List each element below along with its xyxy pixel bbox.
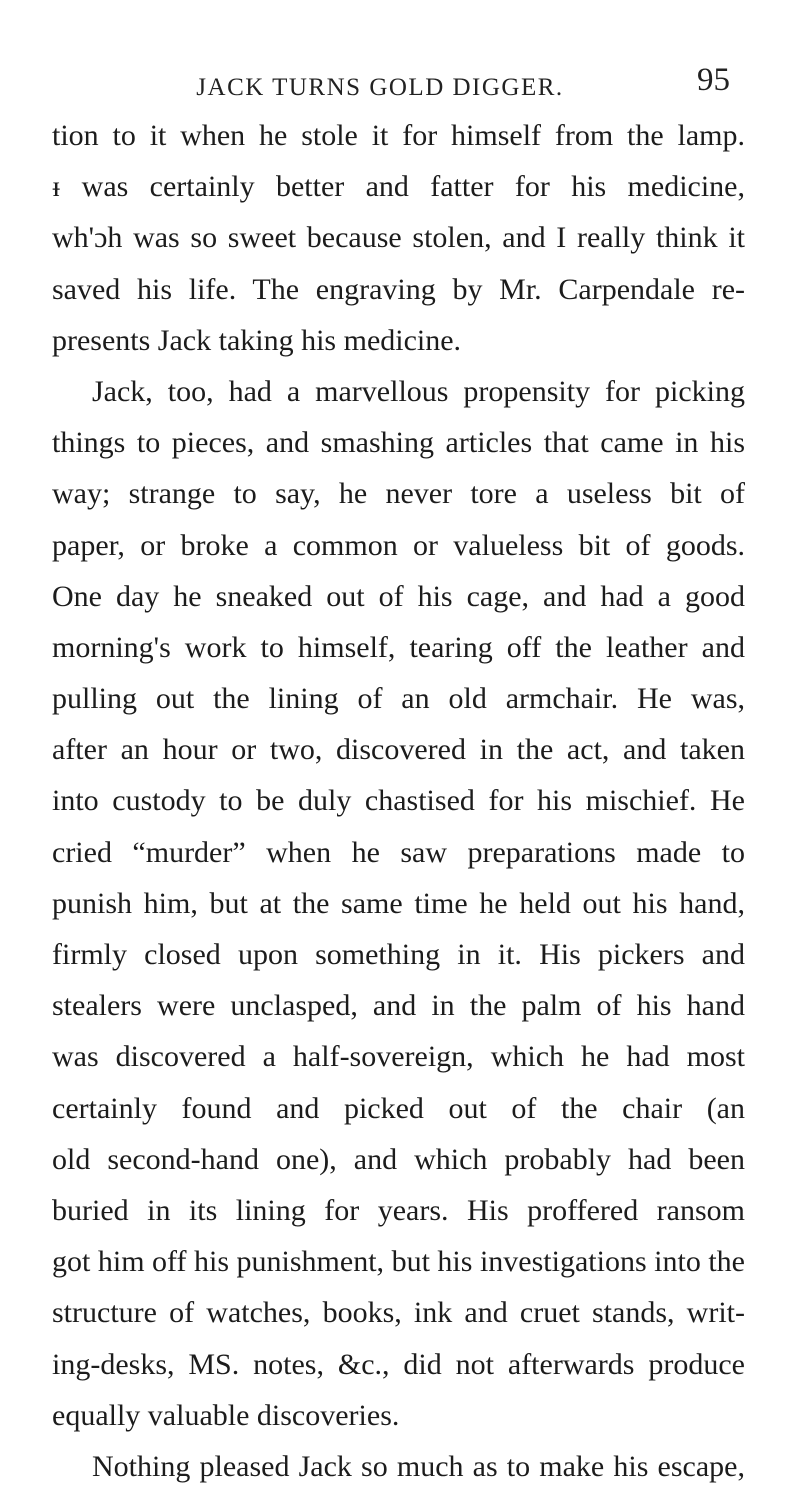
text-line: after an hour or two, discovered in the act, and taken [52,733,745,767]
text-line: punish him, but at the same time he held out his hand, [52,886,745,920]
text-line: tion to it when he stole it for himself from the lamp. [52,119,745,152]
running-head [40,62,730,102]
text-line: cried “murder” when he saw preparations made to [52,835,745,869]
running-title: JACK TURNS GOLD DIGGER. [196,74,564,101]
text-line: paper, or broke a common or valueless bit of goods. [52,528,745,562]
text-line: wh'ɔh was so sweet because stolen, and I really think it [52,221,745,255]
text-line: morning's work to himself, tearing off the leather and [52,630,745,664]
text-line: stealers were unclasped, and in the palm of his hand [52,989,745,1023]
text-line: old second-hand one), and which probably had been [52,1142,745,1176]
text-line: ing-desks, MS. notes, &c., did not afterwards produce [52,1347,745,1381]
text-line: ᵻ was certainly better and fatter for his medicine, [52,170,745,204]
text-line: Nothing pleased Jack so much as to make his escape, [92,1449,745,1483]
text-line: things to pieces, and smashing articles that came in his [52,426,745,460]
text-line: was discovered a half-sovereign, which he had most [52,1040,745,1074]
text-line: way; strange to say, he never tore a useless bit of [52,477,745,511]
text-line: firmly closed upon something in it. His pickers and [52,938,745,971]
text-line: buried in its lining for years. His proffered ransom [52,1193,745,1227]
text-line: structure of watches, books, ink and cruet stands, writ- [52,1296,745,1330]
text-line: certainly found and picked out of the chair (an [52,1091,745,1125]
text-line: One day he sneaked out of his cage, and had a good [52,579,745,613]
text-line: equally valuable discoveries. [52,1398,400,1432]
text-line: Jack, too, had a marvellous propensity for picking [92,374,745,408]
text-line: got him off his punishment, but his investigations into the [52,1245,745,1279]
text-line: pulling out the lining of an old armchair. He was, [52,682,745,716]
text-line: saved his life. The engraving by Mr. Carpendale re- [52,272,745,306]
text-line: into custody to be duly chastised for his mischief. He [52,784,745,818]
body-text [52,110,745,1492]
page-number: 95 [697,62,730,98]
text-line: presents Jack taking his medicine. [52,323,462,357]
